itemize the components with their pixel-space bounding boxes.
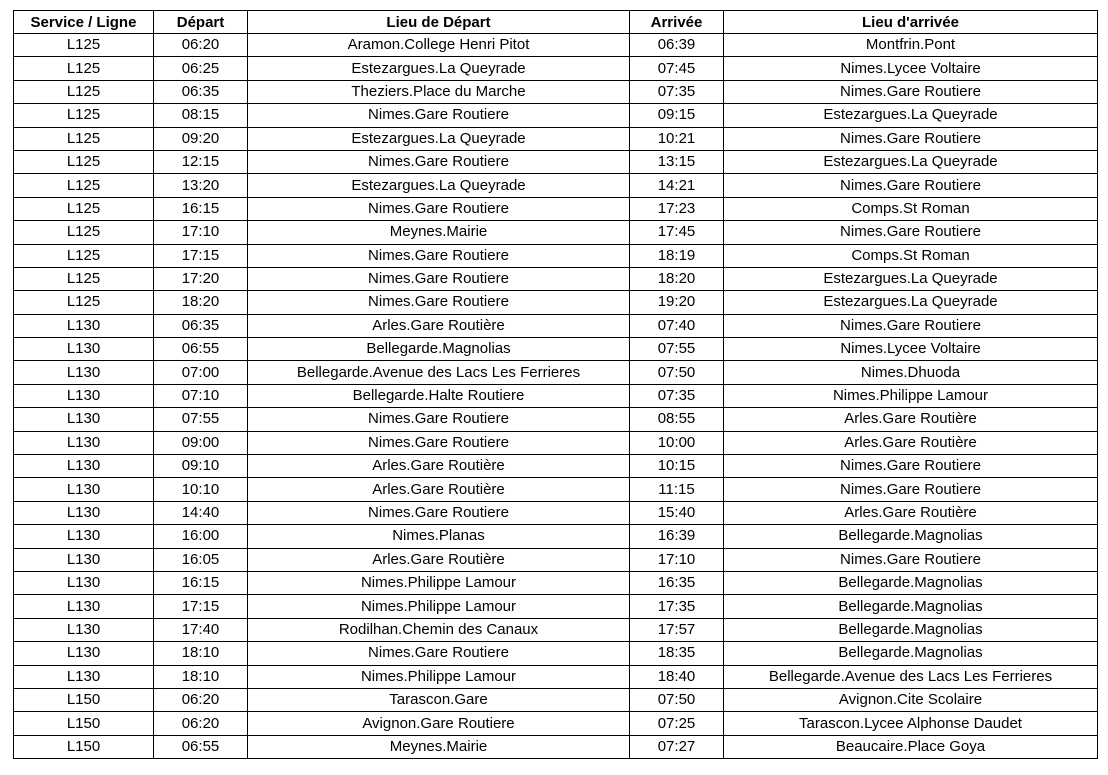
depart-cell: 14:40 xyxy=(154,501,248,524)
table-row xyxy=(14,571,1098,594)
service-cell: L130 xyxy=(14,618,154,641)
arrivee-cell: 17:35 xyxy=(630,595,724,618)
lieu-depart-cell: Meynes.Mairie xyxy=(248,735,630,758)
lieu-arrivee-cell: Estezargues.La Queyrade xyxy=(724,150,1098,173)
arrivee-cell: 07:50 xyxy=(630,361,724,384)
lieu-arrivee-cell: Bellegarde.Magnolias xyxy=(724,571,1098,594)
table-row xyxy=(14,80,1098,103)
lieu-arrivee-cell: Nimes.Gare Routiere xyxy=(724,455,1098,478)
lieu-depart-cell: Nimes.Gare Routiere xyxy=(248,501,630,524)
depart-cell: 18:10 xyxy=(154,665,248,688)
table-row xyxy=(14,525,1098,548)
lieu-arrivee-cell: Bellegarde.Avenue des Lacs Les Ferrieres xyxy=(724,665,1098,688)
lieu-arrivee-cell: Nimes.Lycee Voltaire xyxy=(724,57,1098,80)
service-cell: L150 xyxy=(14,735,154,758)
arrivee-cell: 17:45 xyxy=(630,221,724,244)
lieu-depart-cell: Nimes.Philippe Lamour xyxy=(248,595,630,618)
arrivee-cell: 13:15 xyxy=(630,150,724,173)
service-cell: L130 xyxy=(14,525,154,548)
header-depart: Départ xyxy=(154,11,248,34)
lieu-arrivee-cell: Comps.St Roman xyxy=(724,244,1098,267)
arrivee-cell: 07:55 xyxy=(630,338,724,361)
depart-cell: 06:55 xyxy=(154,338,248,361)
lieu-arrivee-cell: Comps.St Roman xyxy=(724,197,1098,220)
table-row xyxy=(14,127,1098,150)
depart-cell: 16:15 xyxy=(154,571,248,594)
table-row xyxy=(14,267,1098,290)
table-row xyxy=(14,408,1098,431)
lieu-depart-cell: Nimes.Gare Routiere xyxy=(248,104,630,127)
arrivee-cell: 18:20 xyxy=(630,267,724,290)
table-row xyxy=(14,642,1098,665)
table-row xyxy=(14,57,1098,80)
service-cell: L125 xyxy=(14,244,154,267)
table-row xyxy=(14,688,1098,711)
depart-cell: 09:10 xyxy=(154,455,248,478)
table-body xyxy=(14,34,1098,759)
lieu-depart-cell: Meynes.Mairie xyxy=(248,221,630,244)
lieu-depart-cell: Nimes.Gare Routiere xyxy=(248,197,630,220)
depart-cell: 07:10 xyxy=(154,384,248,407)
service-cell: L130 xyxy=(14,338,154,361)
lieu-depart-cell: Bellegarde.Magnolias xyxy=(248,338,630,361)
lieu-arrivee-cell: Estezargues.La Queyrade xyxy=(724,104,1098,127)
lieu-depart-cell: Nimes.Gare Routiere xyxy=(248,150,630,173)
lieu-arrivee-cell: Nimes.Gare Routiere xyxy=(724,548,1098,571)
table-row xyxy=(14,104,1098,127)
lieu-depart-cell: Tarascon.Gare xyxy=(248,688,630,711)
service-cell: L125 xyxy=(14,127,154,150)
arrivee-cell: 17:10 xyxy=(630,548,724,571)
table-row xyxy=(14,455,1098,478)
arrivee-cell: 10:21 xyxy=(630,127,724,150)
lieu-depart-cell: Nimes.Gare Routiere xyxy=(248,244,630,267)
service-cell: L125 xyxy=(14,150,154,173)
table-row xyxy=(14,431,1098,454)
service-cell: L125 xyxy=(14,291,154,314)
service-cell: L125 xyxy=(14,174,154,197)
service-cell: L150 xyxy=(14,712,154,735)
lieu-depart-cell: Nimes.Philippe Lamour xyxy=(248,571,630,594)
depart-cell: 06:55 xyxy=(154,735,248,758)
depart-cell: 07:55 xyxy=(154,408,248,431)
arrivee-cell: 10:00 xyxy=(630,431,724,454)
lieu-arrivee-cell: Bellegarde.Magnolias xyxy=(724,642,1098,665)
table-row xyxy=(14,361,1098,384)
service-cell: L130 xyxy=(14,478,154,501)
table-row xyxy=(14,478,1098,501)
depart-cell: 06:20 xyxy=(154,688,248,711)
service-cell: L130 xyxy=(14,408,154,431)
table-row xyxy=(14,548,1098,571)
header-lieu-depart: Lieu de Départ xyxy=(248,11,630,34)
service-cell: L130 xyxy=(14,431,154,454)
arrivee-cell: 07:45 xyxy=(630,57,724,80)
table-row xyxy=(14,712,1098,735)
table-row xyxy=(14,314,1098,337)
arrivee-cell: 18:19 xyxy=(630,244,724,267)
lieu-depart-cell: Nimes.Gare Routiere xyxy=(248,642,630,665)
lieu-depart-cell: Bellegarde.Halte Routiere xyxy=(248,384,630,407)
arrivee-cell: 07:40 xyxy=(630,314,724,337)
service-cell: L130 xyxy=(14,314,154,337)
arrivee-cell: 16:39 xyxy=(630,525,724,548)
arrivee-cell: 07:27 xyxy=(630,735,724,758)
lieu-arrivee-cell: Bellegarde.Magnolias xyxy=(724,595,1098,618)
arrivee-cell: 18:40 xyxy=(630,665,724,688)
depart-cell: 16:15 xyxy=(154,197,248,220)
lieu-depart-cell: Theziers.Place du Marche xyxy=(248,80,630,103)
header-row xyxy=(14,11,1098,34)
depart-cell: 13:20 xyxy=(154,174,248,197)
lieu-depart-cell: Bellegarde.Avenue des Lacs Les Ferrieres xyxy=(248,361,630,384)
arrivee-cell: 17:57 xyxy=(630,618,724,641)
table-row xyxy=(14,244,1098,267)
lieu-depart-cell: Estezargues.La Queyrade xyxy=(248,174,630,197)
lieu-arrivee-cell: Nimes.Gare Routiere xyxy=(724,314,1098,337)
depart-cell: 16:05 xyxy=(154,548,248,571)
lieu-arrivee-cell: Nimes.Gare Routiere xyxy=(724,174,1098,197)
header-service: Service / Ligne xyxy=(14,11,154,34)
table-row xyxy=(14,618,1098,641)
service-cell: L130 xyxy=(14,665,154,688)
service-cell: L130 xyxy=(14,501,154,524)
service-cell: L130 xyxy=(14,548,154,571)
lieu-arrivee-cell: Nimes.Dhuoda xyxy=(724,361,1098,384)
lieu-depart-cell: Nimes.Gare Routiere xyxy=(248,408,630,431)
service-cell: L125 xyxy=(14,57,154,80)
header-lieu-arrivee: Lieu d'arrivée xyxy=(724,11,1098,34)
lieu-arrivee-cell: Nimes.Gare Routiere xyxy=(724,80,1098,103)
depart-cell: 06:35 xyxy=(154,80,248,103)
depart-cell: 06:20 xyxy=(154,712,248,735)
depart-cell: 17:15 xyxy=(154,244,248,267)
arrivee-cell: 18:35 xyxy=(630,642,724,665)
lieu-depart-cell: Nimes.Philippe Lamour xyxy=(248,665,630,688)
arrivee-cell: 07:35 xyxy=(630,384,724,407)
table-row xyxy=(14,150,1098,173)
arrivee-cell: 14:21 xyxy=(630,174,724,197)
arrivee-cell: 10:15 xyxy=(630,455,724,478)
lieu-arrivee-cell: Bellegarde.Magnolias xyxy=(724,525,1098,548)
arrivee-cell: 16:35 xyxy=(630,571,724,594)
lieu-depart-cell: Aramon.College Henri Pitot xyxy=(248,34,630,57)
lieu-depart-cell: Arles.Gare Routière xyxy=(248,314,630,337)
arrivee-cell: 07:50 xyxy=(630,688,724,711)
service-cell: L130 xyxy=(14,642,154,665)
arrivee-cell: 07:25 xyxy=(630,712,724,735)
lieu-arrivee-cell: Tarascon.Lycee Alphonse Daudet xyxy=(724,712,1098,735)
schedule-table xyxy=(13,10,1098,759)
depart-cell: 06:35 xyxy=(154,314,248,337)
table-row xyxy=(14,34,1098,57)
lieu-arrivee-cell: Nimes.Gare Routiere xyxy=(724,127,1098,150)
table-row xyxy=(14,735,1098,758)
lieu-depart-cell: Nimes.Gare Routiere xyxy=(248,291,630,314)
service-cell: L130 xyxy=(14,361,154,384)
depart-cell: 09:00 xyxy=(154,431,248,454)
lieu-depart-cell: Arles.Gare Routière xyxy=(248,478,630,501)
service-cell: L130 xyxy=(14,384,154,407)
lieu-arrivee-cell: Nimes.Lycee Voltaire xyxy=(724,338,1098,361)
arrivee-cell: 19:20 xyxy=(630,291,724,314)
lieu-depart-cell: Arles.Gare Routière xyxy=(248,548,630,571)
table-row xyxy=(14,338,1098,361)
lieu-arrivee-cell: Montfrin.Pont xyxy=(724,34,1098,57)
arrivee-cell: 06:39 xyxy=(630,34,724,57)
table-row xyxy=(14,384,1098,407)
arrivee-cell: 07:35 xyxy=(630,80,724,103)
lieu-arrivee-cell: Estezargues.La Queyrade xyxy=(724,267,1098,290)
lieu-depart-cell: Rodilhan.Chemin des Canaux xyxy=(248,618,630,641)
depart-cell: 18:10 xyxy=(154,642,248,665)
depart-cell: 17:40 xyxy=(154,618,248,641)
arrivee-cell: 15:40 xyxy=(630,501,724,524)
service-cell: L130 xyxy=(14,595,154,618)
arrivee-cell: 09:15 xyxy=(630,104,724,127)
lieu-arrivee-cell: Nimes.Gare Routiere xyxy=(724,221,1098,244)
header-arrivee: Arrivée xyxy=(630,11,724,34)
service-cell: L125 xyxy=(14,104,154,127)
lieu-arrivee-cell: Nimes.Philippe Lamour xyxy=(724,384,1098,407)
lieu-depart-cell: Estezargues.La Queyrade xyxy=(248,57,630,80)
lieu-arrivee-cell: Arles.Gare Routière xyxy=(724,408,1098,431)
depart-cell: 17:20 xyxy=(154,267,248,290)
depart-cell: 06:25 xyxy=(154,57,248,80)
service-cell: L150 xyxy=(14,688,154,711)
lieu-depart-cell: Nimes.Gare Routiere xyxy=(248,267,630,290)
lieu-arrivee-cell: Bellegarde.Magnolias xyxy=(724,618,1098,641)
service-cell: L125 xyxy=(14,197,154,220)
arrivee-cell: 11:15 xyxy=(630,478,724,501)
depart-cell: 18:20 xyxy=(154,291,248,314)
table-row xyxy=(14,665,1098,688)
table-header xyxy=(14,11,1098,34)
table-row xyxy=(14,501,1098,524)
service-cell: L130 xyxy=(14,455,154,478)
lieu-arrivee-cell: Arles.Gare Routière xyxy=(724,431,1098,454)
arrivee-cell: 17:23 xyxy=(630,197,724,220)
depart-cell: 08:15 xyxy=(154,104,248,127)
depart-cell: 09:20 xyxy=(154,127,248,150)
depart-cell: 17:10 xyxy=(154,221,248,244)
lieu-depart-cell: Arles.Gare Routière xyxy=(248,455,630,478)
arrivee-cell: 08:55 xyxy=(630,408,724,431)
service-cell: L125 xyxy=(14,221,154,244)
depart-cell: 16:00 xyxy=(154,525,248,548)
lieu-depart-cell: Estezargues.La Queyrade xyxy=(248,127,630,150)
table-row xyxy=(14,197,1098,220)
service-cell: L125 xyxy=(14,267,154,290)
table-row xyxy=(14,221,1098,244)
depart-cell: 12:15 xyxy=(154,150,248,173)
service-cell: L130 xyxy=(14,571,154,594)
depart-cell: 17:15 xyxy=(154,595,248,618)
service-cell: L125 xyxy=(14,34,154,57)
lieu-arrivee-cell: Nimes.Gare Routiere xyxy=(724,478,1098,501)
depart-cell: 10:10 xyxy=(154,478,248,501)
lieu-depart-cell: Nimes.Gare Routiere xyxy=(248,431,630,454)
lieu-arrivee-cell: Estezargues.La Queyrade xyxy=(724,291,1098,314)
service-cell: L125 xyxy=(14,80,154,103)
table-row xyxy=(14,291,1098,314)
depart-cell: 06:20 xyxy=(154,34,248,57)
depart-cell: 07:00 xyxy=(154,361,248,384)
table-row xyxy=(14,174,1098,197)
lieu-arrivee-cell: Arles.Gare Routière xyxy=(724,501,1098,524)
table-row xyxy=(14,595,1098,618)
lieu-depart-cell: Nimes.Planas xyxy=(248,525,630,548)
lieu-arrivee-cell: Beaucaire.Place Goya xyxy=(724,735,1098,758)
lieu-arrivee-cell: Avignon.Cite Scolaire xyxy=(724,688,1098,711)
lieu-depart-cell: Avignon.Gare Routiere xyxy=(248,712,630,735)
